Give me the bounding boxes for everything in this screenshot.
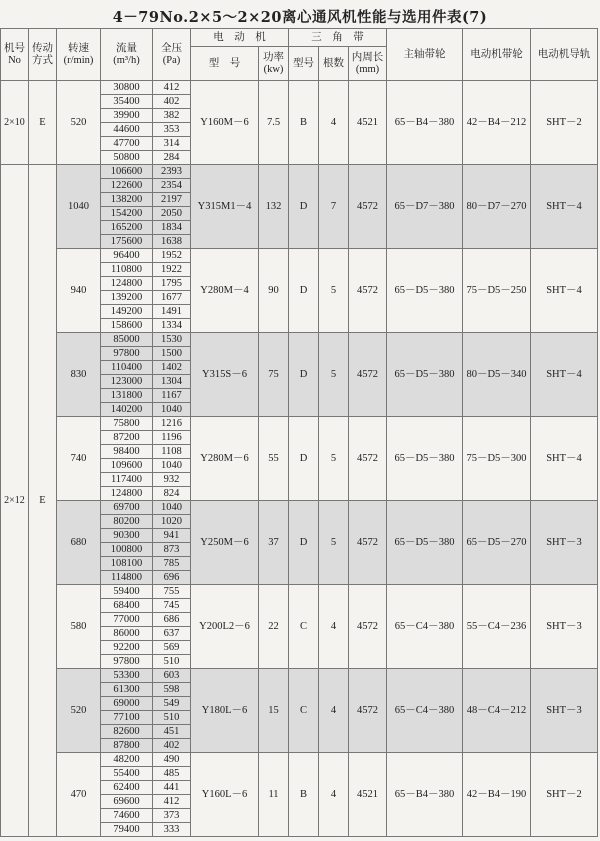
- speed-cell: 580: [57, 585, 101, 669]
- speed-cell: 940: [57, 249, 101, 333]
- pressure-cell: 1402: [153, 361, 191, 375]
- flow-cell: 138200: [101, 193, 153, 207]
- motor-pulley-cell: 42－B4－212: [463, 81, 531, 165]
- motor-power-cell: 11: [259, 753, 289, 837]
- pressure-cell: 314: [153, 137, 191, 151]
- belt-type-cell: D: [289, 501, 319, 585]
- pressure-cell: 1677: [153, 291, 191, 305]
- belt-count-cell: 4: [319, 669, 349, 753]
- belt-length-cell: 4521: [349, 753, 387, 837]
- header-belt-length: 内周长 (mm): [349, 47, 387, 81]
- flow-cell: 50800: [101, 151, 153, 165]
- motor-power-cell: 37: [259, 501, 289, 585]
- motor-power-cell: 55: [259, 417, 289, 501]
- flow-cell: 62400: [101, 781, 153, 795]
- spindle-pulley-cell: 65－C4－380: [387, 669, 463, 753]
- table-row: [1, 165, 598, 179]
- flow-cell: 165200: [101, 221, 153, 235]
- pressure-cell: 1530: [153, 333, 191, 347]
- flow-cell: 39900: [101, 109, 153, 123]
- pressure-cell: 1834: [153, 221, 191, 235]
- flow-cell: 53300: [101, 669, 153, 683]
- fan-number-cell: 2×12: [1, 165, 29, 837]
- table-header: [1, 29, 598, 81]
- flow-cell: 175600: [101, 235, 153, 249]
- flow-cell: 69000: [101, 697, 153, 711]
- belt-count-cell: 5: [319, 417, 349, 501]
- pressure-cell: 1334: [153, 319, 191, 333]
- pressure-cell: 333: [153, 823, 191, 837]
- spindle-pulley-cell: 65－B4－380: [387, 753, 463, 837]
- pressure-cell: 824: [153, 487, 191, 501]
- pressure-cell: 1040: [153, 501, 191, 515]
- flow-cell: 69600: [101, 795, 153, 809]
- flow-cell: 97800: [101, 347, 153, 361]
- pressure-cell: 932: [153, 473, 191, 487]
- flow-cell: 47700: [101, 137, 153, 151]
- motor-model-cell: Y160L－6: [191, 753, 259, 837]
- motor-rail-cell: SHT－4: [531, 333, 598, 417]
- speed-cell: 520: [57, 669, 101, 753]
- flow-cell: 80200: [101, 515, 153, 529]
- belt-type-cell: B: [289, 81, 319, 165]
- header-belt-count: 根数: [319, 47, 349, 81]
- pressure-cell: 412: [153, 81, 191, 95]
- motor-power-cell: 7.5: [259, 81, 289, 165]
- header-motor-power: 功率 (kw): [259, 47, 289, 81]
- pressure-cell: 1304: [153, 375, 191, 389]
- spindle-pulley-cell: 65－D5－380: [387, 417, 463, 501]
- spindle-pulley-cell: 65－D5－380: [387, 333, 463, 417]
- flow-cell: 114800: [101, 571, 153, 585]
- flow-cell: 124800: [101, 487, 153, 501]
- belt-length-cell: 4521: [349, 81, 387, 165]
- flow-cell: 74600: [101, 809, 153, 823]
- pressure-cell: 1922: [153, 263, 191, 277]
- flow-cell: 87800: [101, 739, 153, 753]
- pressure-cell: 2197: [153, 193, 191, 207]
- pressure-cell: 941: [153, 529, 191, 543]
- flow-cell: 77000: [101, 613, 153, 627]
- flow-cell: 117400: [101, 473, 153, 487]
- motor-pulley-cell: 80－D5－340: [463, 333, 531, 417]
- header-drive: 传动 方式: [29, 29, 57, 81]
- speed-cell: 680: [57, 501, 101, 585]
- flow-cell: 90300: [101, 529, 153, 543]
- flow-cell: 75800: [101, 417, 153, 431]
- pressure-cell: 284: [153, 151, 191, 165]
- pressure-cell: 451: [153, 725, 191, 739]
- belt-length-cell: 4572: [349, 669, 387, 753]
- motor-power-cell: 22: [259, 585, 289, 669]
- flow-cell: 122600: [101, 179, 153, 193]
- pressure-cell: 2393: [153, 165, 191, 179]
- flow-cell: 48200: [101, 753, 153, 767]
- motor-model-cell: Y250M－6: [191, 501, 259, 585]
- flow-cell: 131800: [101, 389, 153, 403]
- belt-length-cell: 4572: [349, 165, 387, 249]
- spindle-pulley-cell: 65－C4－380: [387, 585, 463, 669]
- motor-model-cell: Y280M－4: [191, 249, 259, 333]
- belt-length-cell: 4572: [349, 417, 387, 501]
- flow-cell: 100800: [101, 543, 153, 557]
- speed-cell: 520: [57, 81, 101, 165]
- belt-count-cell: 4: [319, 753, 349, 837]
- belt-length-cell: 4572: [349, 249, 387, 333]
- motor-model-cell: Y180L－6: [191, 669, 259, 753]
- pressure-cell: 382: [153, 109, 191, 123]
- flow-cell: 68400: [101, 599, 153, 613]
- flow-cell: 109600: [101, 459, 153, 473]
- belt-type-cell: D: [289, 165, 319, 249]
- flow-cell: 82600: [101, 725, 153, 739]
- table-row: [1, 669, 598, 683]
- pressure-cell: 696: [153, 571, 191, 585]
- belt-length-cell: 4572: [349, 585, 387, 669]
- motor-rail-cell: SHT－4: [531, 249, 598, 333]
- motor-model-cell: Y315S－6: [191, 333, 259, 417]
- motor-rail-cell: SHT－4: [531, 165, 598, 249]
- pressure-cell: 1795: [153, 277, 191, 291]
- header-motor-group: 电 动 机: [191, 29, 289, 47]
- pressure-cell: 2050: [153, 207, 191, 221]
- pressure-cell: 1040: [153, 459, 191, 473]
- motor-rail-cell: SHT－3: [531, 669, 598, 753]
- flow-cell: 140200: [101, 403, 153, 417]
- table-row: [1, 585, 598, 599]
- flow-cell: 86000: [101, 627, 153, 641]
- flow-cell: 158600: [101, 319, 153, 333]
- motor-power-cell: 15: [259, 669, 289, 753]
- belt-count-cell: 4: [319, 81, 349, 165]
- motor-rail-cell: SHT－3: [531, 585, 598, 669]
- flow-cell: 87200: [101, 431, 153, 445]
- pressure-cell: 1167: [153, 389, 191, 403]
- flow-cell: 108100: [101, 557, 153, 571]
- motor-pulley-cell: 42－B4－190: [463, 753, 531, 837]
- header-motor-model: 型 号: [191, 47, 259, 81]
- spindle-pulley-cell: 65－D5－380: [387, 501, 463, 585]
- table-row: [1, 753, 598, 767]
- belt-count-cell: 7: [319, 165, 349, 249]
- belt-count-cell: 5: [319, 249, 349, 333]
- pressure-cell: 1952: [153, 249, 191, 263]
- flow-cell: 154200: [101, 207, 153, 221]
- pressure-cell: 1500: [153, 347, 191, 361]
- pressure-cell: 1216: [153, 417, 191, 431]
- pressure-cell: 402: [153, 739, 191, 753]
- table-row: [1, 333, 598, 347]
- flow-cell: 139200: [101, 291, 153, 305]
- flow-cell: 35400: [101, 95, 153, 109]
- pressure-cell: 755: [153, 585, 191, 599]
- flow-cell: 106600: [101, 165, 153, 179]
- flow-cell: 96400: [101, 249, 153, 263]
- motor-model-cell: Y315M1－4: [191, 165, 259, 249]
- flow-cell: 110800: [101, 263, 153, 277]
- motor-pulley-cell: 55－C4－236: [463, 585, 531, 669]
- motor-pulley-cell: 65－D5－270: [463, 501, 531, 585]
- header-motor-rail: 电动机导轨: [531, 29, 598, 81]
- pressure-cell: 598: [153, 683, 191, 697]
- pressure-cell: 603: [153, 669, 191, 683]
- motor-pulley-cell: 75－D5－300: [463, 417, 531, 501]
- speed-cell: 470: [57, 753, 101, 837]
- header-belt-group: 三 角 带: [289, 29, 387, 47]
- belt-type-cell: D: [289, 417, 319, 501]
- pressure-cell: 373: [153, 809, 191, 823]
- motor-model-cell: Y280M－6: [191, 417, 259, 501]
- pressure-cell: 637: [153, 627, 191, 641]
- table-body: [1, 81, 598, 837]
- pressure-cell: 1108: [153, 445, 191, 459]
- belt-type-cell: C: [289, 585, 319, 669]
- flow-cell: 77100: [101, 711, 153, 725]
- spindle-pulley-cell: 65－B4－380: [387, 81, 463, 165]
- motor-pulley-cell: 75－D5－250: [463, 249, 531, 333]
- spindle-pulley-cell: 65－D5－380: [387, 249, 463, 333]
- flow-cell: 61300: [101, 683, 153, 697]
- pressure-cell: 549: [153, 697, 191, 711]
- pressure-cell: 510: [153, 711, 191, 725]
- flow-cell: 55400: [101, 767, 153, 781]
- pressure-cell: 785: [153, 557, 191, 571]
- pressure-cell: 510: [153, 655, 191, 669]
- flow-cell: 98400: [101, 445, 153, 459]
- pressure-cell: 2354: [153, 179, 191, 193]
- pressure-cell: 569: [153, 641, 191, 655]
- header-flow: 流量 (m³/h): [101, 29, 153, 81]
- belt-type-cell: C: [289, 669, 319, 753]
- speed-cell: 1040: [57, 165, 101, 249]
- flow-cell: 79400: [101, 823, 153, 837]
- table-row: [1, 417, 598, 431]
- flow-cell: 149200: [101, 305, 153, 319]
- motor-power-cell: 132: [259, 165, 289, 249]
- motor-rail-cell: SHT－2: [531, 753, 598, 837]
- pressure-cell: 745: [153, 599, 191, 613]
- pressure-cell: 485: [153, 767, 191, 781]
- motor-pulley-cell: 80－D7－270: [463, 165, 531, 249]
- pressure-cell: 873: [153, 543, 191, 557]
- flow-cell: 123000: [101, 375, 153, 389]
- table-row: [1, 249, 598, 263]
- pressure-cell: 1196: [153, 431, 191, 445]
- pressure-cell: 402: [153, 95, 191, 109]
- table-row: [1, 81, 598, 95]
- belt-type-cell: B: [289, 753, 319, 837]
- pressure-cell: 441: [153, 781, 191, 795]
- flow-cell: 85000: [101, 333, 153, 347]
- flow-cell: 44600: [101, 123, 153, 137]
- speed-cell: 830: [57, 333, 101, 417]
- motor-model-cell: Y200L2－6: [191, 585, 259, 669]
- header-pressure: 全压 (Pa): [153, 29, 191, 81]
- spindle-pulley-cell: 65－D7－380: [387, 165, 463, 249]
- flow-cell: 69700: [101, 501, 153, 515]
- motor-power-cell: 75: [259, 333, 289, 417]
- motor-pulley-cell: 48－C4－212: [463, 669, 531, 753]
- pressure-cell: 686: [153, 613, 191, 627]
- header-fan-no: 机号 No: [1, 29, 29, 81]
- drive-mode-cell: E: [29, 165, 57, 837]
- belt-count-cell: 4: [319, 585, 349, 669]
- belt-count-cell: 5: [319, 501, 349, 585]
- belt-length-cell: 4572: [349, 333, 387, 417]
- flow-cell: 30800: [101, 81, 153, 95]
- belt-type-cell: D: [289, 333, 319, 417]
- header-speed: 转速 (r/min): [57, 29, 101, 81]
- flow-cell: 124800: [101, 277, 153, 291]
- pressure-cell: 412: [153, 795, 191, 809]
- header-motor-pulley: 电动机带轮: [463, 29, 531, 81]
- table-row: [1, 501, 598, 515]
- pressure-cell: 1020: [153, 515, 191, 529]
- flow-cell: 59400: [101, 585, 153, 599]
- belt-length-cell: 4572: [349, 501, 387, 585]
- pressure-cell: 1040: [153, 403, 191, 417]
- flow-cell: 92200: [101, 641, 153, 655]
- pressure-cell: 1638: [153, 235, 191, 249]
- speed-cell: 740: [57, 417, 101, 501]
- motor-power-cell: 90: [259, 249, 289, 333]
- flow-cell: 110400: [101, 361, 153, 375]
- header-belt-type: 型号: [289, 47, 319, 81]
- motor-rail-cell: SHT－2: [531, 81, 598, 165]
- motor-model-cell: Y160M－6: [191, 81, 259, 165]
- header-spindle-pulley: 主轴带轮: [387, 29, 463, 81]
- pressure-cell: 353: [153, 123, 191, 137]
- page-title: 4－79No.2×5～2×20离心通风机性能与选用件表(7): [112, 9, 488, 26]
- belt-count-cell: 5: [319, 333, 349, 417]
- drive-mode-cell: E: [29, 81, 57, 165]
- pressure-cell: 1491: [153, 305, 191, 319]
- performance-table: [0, 28, 598, 837]
- pressure-cell: 490: [153, 753, 191, 767]
- flow-cell: 97800: [101, 655, 153, 669]
- belt-type-cell: D: [289, 249, 319, 333]
- motor-rail-cell: SHT－3: [531, 501, 598, 585]
- motor-rail-cell: SHT－4: [531, 417, 598, 501]
- fan-number-cell: 2×10: [1, 81, 29, 165]
